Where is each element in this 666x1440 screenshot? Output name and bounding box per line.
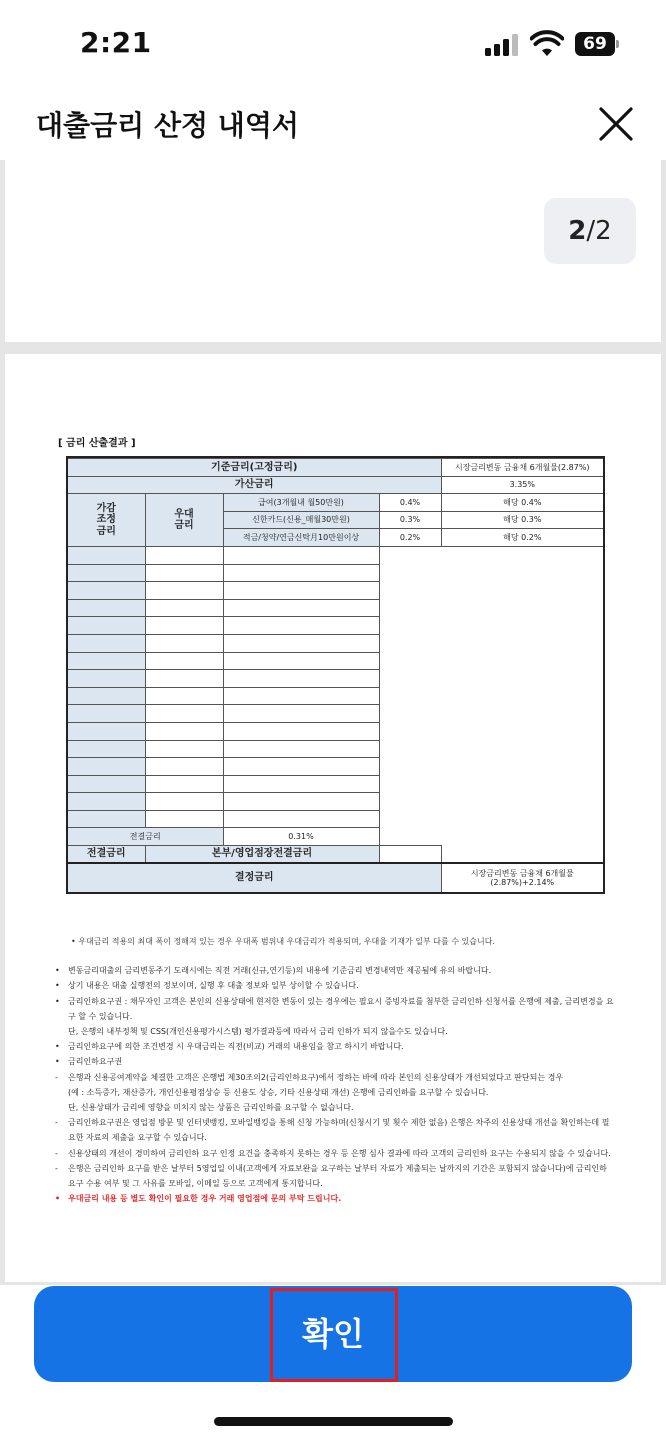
list-item: • 변동금리대출의 금리변동주기 도래시에는 직전 거래(신규,연기등)의 내용에 기준금리 변경내역만 제공됨에 유의 바랍니다. [55,963,615,978]
dash-sub-text: 단, 신용상태가 금리에 영향을 미치지 않는 상품은 금리인하를 요구할 수 없습니다. [68,1103,354,1113]
dash-text: 금리인하요구권은 영업점 방문 및 인터넷뱅킹, 모바일뱅킹을 통해 신청 가능하며(신청시기 및 횟수 제한 없음) 은행은 차주의 신용상태 개선을 확인하는데 필요한 자료의 제출을 요구할 수 있습니다. [68,1118,610,1143]
status-bar [0,0,666,90]
table-row [67,459,604,477]
dash-text: 은행과 신용공여계약을 체결한 고객은 은행법 제30조의2(금리인하요구)에서 정하는 바에 따라 본인의 신용상태가 개선되었다고 판단되는 경우 [68,1072,564,1082]
confirm-button[interactable]: 확인 [34,1286,632,1382]
table-row-empty [67,722,604,740]
table-row [67,476,604,494]
pref-item-applied: 해당 0.4% [441,494,604,512]
dash-text: 신용상태의 개선이 경미하여 금리인하 요구 인정 요건을 충족하지 못하는 경우 등 은행 심사 결과에 따라 고객의 금리인하 요구는 수용되지 않을 수 있습니다. [68,1148,611,1158]
table-row [67,494,604,512]
final-rate-label: 결정금리 [67,863,441,893]
table-row-empty [67,582,604,600]
decision-label: 전결금리 [67,846,145,864]
list-item [55,1085,615,1100]
base-rate-label: 기준금리(고정금리) [67,459,441,477]
bullet-text: 상기 내용은 대출 실행전의 정보이며, 실행 후 대출 정보와 일부 상이할 수 있습니다. [68,981,359,991]
pref-rate-label: 우대 금리 [145,494,223,547]
bullet-text: 변동금리대출의 금리변동주기 도래시에는 직전 거래(신규,연기등)의 내용에 기준금리 변경내역만 제공됨에 유의 바랍니다. [68,966,492,976]
pref-item-applied: 해당 0.2% [441,529,604,547]
table-row-empty [67,705,604,723]
list-item: • 우대금리 내용 등 별도 확인이 필요한 경우 거래 영업점에 문의 부탁 드립니다. [55,1191,615,1206]
table-row-empty [67,740,604,758]
table-row-empty [67,793,604,811]
base-rate-value: 시장금리변동 금융채 6개월물(2.87%) [441,459,604,477]
adjust-rate-label: 가감 조정 금리 [67,494,145,547]
dash-text: 은행은 금리인하 요구를 받은 날부터 5영업일 이내(고객에게 자료보완을 요구하는 날부터 자료가 제출되는 날까지의 기간은 포함되지 않습니다)에 금리인하 요구 수용 여부 및 그 사유를 모바일, 이메일 등으로 고객에게 통지합니다. [68,1163,607,1189]
table-row-empty [67,599,604,617]
list-item: - 금리인하요구권은 영업점 방문 및 인터넷뱅킹, 모바일뱅킹을 통해 신청 가능하며(신청시기 및 횟수 제한 없음) 은행은 차주의 신용상태 개선을 확인하는데 필요한 자료의 제출을 요구할 수 있습니다. [55,1115,615,1145]
list-item: • 금리인하요구에 의한 조건변경 시 우대금리는 직전(비교) 거래의 내용임을 참고 하시기 바랍니다. [55,1039,615,1054]
pref-total-label: 전결금리 [67,828,223,846]
bullet-sub-text: 단, 은행의 내부정책 및 CSS(개인신용평가시스템) 평가결과등에 따라서 금리 인하가 되지 않을수도 있습니다. [68,1027,448,1037]
home-indicator [214,1417,453,1426]
battery-icon [575,32,619,56]
table-row-empty [67,652,604,670]
bullet-text: 금리인하요구에 의한 조건변경 시 우대금리는 직전(비교) 거래의 내용임을 참고 하시기 바랍니다. [68,1042,404,1052]
table-row-empty [67,617,604,635]
page-current: 2 [568,216,587,246]
table-row-empty [67,634,604,652]
list-item [55,1100,615,1115]
list-item: - 신용상태의 개선이 경미하여 금리인하 요구 인정 요건을 충족하지 못하는 경우 등 은행 심사 결과에 따라 고객의 금리인하 요구는 수용되지 않을 수 있습니다. [55,1146,615,1161]
document-page-1 [5,160,661,342]
decision-value: 본부/영업점장전결금리 [145,846,379,864]
list-item: - 은행은 금리인하 요구를 받은 날부터 5영업일 이내(고객에게 자료보완을 요구하는 날부터 자료가 제출되는 날까지의 기간은 포함되지 않습니다)에 금리인하 요구 수용 여부 및 그 사유를 모바일, 이메일 등으로 고객에게 통지합니다. [55,1161,615,1191]
table-row [67,828,604,846]
close-icon[interactable] [594,102,638,146]
added-rate-value: 3.35% [441,476,604,494]
table-row-empty [67,670,604,688]
note-small: • 우대금리 적용의 최대 폭이 정해져 있는 경우 우대폭 범위내 우대금리가 적용되며, 우대율 기재가 일부 다를 수 있습니다. [71,937,495,946]
decision-empty [379,846,441,864]
table-row-empty [67,564,604,582]
list-item: • 금리인하요구권 [55,1054,615,1069]
pref-item-name: 적금/청약/연금신탁月10만원이상 [223,529,379,547]
document-page-2 [5,354,661,1282]
bullet-text: 금리인하요구권 [68,1057,123,1067]
table-row-empty [67,775,604,793]
list-item: • 상기 내용은 대출 실행전의 정보이며, 실행 후 대출 정보와 일부 상이할 수 있습니다. [55,978,615,993]
pref-item-rate: 0.2% [379,529,441,547]
status-time: 2:21 [80,26,152,59]
final-rate-value: 시장금리변동 금융채 6개월물(2.87%)+2.14% [441,863,604,893]
table-row-empty [67,546,604,564]
table-row [67,863,604,893]
header [0,90,666,160]
table-row-empty [67,687,604,705]
pref-item-rate: 0.4% [379,494,441,512]
pref-item-rate: 0.3% [379,511,441,529]
list-item [55,1024,615,1039]
added-rate-label: 가산금리 [67,476,441,494]
section-title: [ 금리 산출결과 ] [58,438,136,449]
red-note-text: 우대금리 내용 등 별도 확인이 필요한 경우 거래 영업점에 문의 부탁 드립니다. [68,1194,342,1204]
rate-table [66,456,605,894]
list-item: - 은행과 신용공여계약을 체결한 고객은 은행법 제30조의2(금리인하요구)에서 정하는 바에 따라 본인의 신용상태가 개선되었다고 판단되는 경우 [55,1070,615,1085]
battery-level: 69 [575,32,615,56]
cellular-signal-icon [485,34,519,56]
page-indicator [544,198,636,264]
table-row-empty [67,758,604,776]
pref-item-name: 급여(3개월내 월50만원) [223,494,379,512]
pref-item-applied: 해당 0.3% [441,511,604,529]
page-total: /2 [586,216,612,246]
page-title: 대출금리 산정 내역서 [36,109,299,142]
table-row-empty [67,810,604,828]
pref-total-value: 0.31% [223,828,379,846]
bullet-text: 금리인하요구권 : 채무자인 고객은 본인의 신용상태에 현저한 변동이 있는 경우에는 필요시 증빙자료를 첨부한 금리인하 신청서를 은행에 제출, 금리변경을 요구 할 수 있습니다. [68,996,614,1021]
table-row [67,846,604,864]
wifi-icon [530,30,564,58]
note-small-text: 우대금리 적용의 최대 폭이 정해져 있는 경우 우대폭 범위내 우대금리가 적용되며, 우대율 기재가 일부 다를 수 있습니다. [78,937,495,946]
pref-item-name: 신한카드(신용_매월30만원) [223,511,379,529]
document-viewer[interactable] [0,160,666,1285]
list-item: • 금리인하요구권 : 채무자인 고객은 본인의 신용상태에 현저한 변동이 있는 경우에는 필요시 증빙자료를 첨부한 금리인하 신청서를 은행에 제출, 금리변경을 요구 할 수 있습니다. [55,994,615,1024]
notes [55,934,615,1206]
dash-sub-text: (예 : 소득증가, 재산증가, 개인신용평점상승 등 신용도 상승, 기타 신용상태 개선) 은행에 금리인하를 요구할 수 있습니다. [68,1087,489,1097]
